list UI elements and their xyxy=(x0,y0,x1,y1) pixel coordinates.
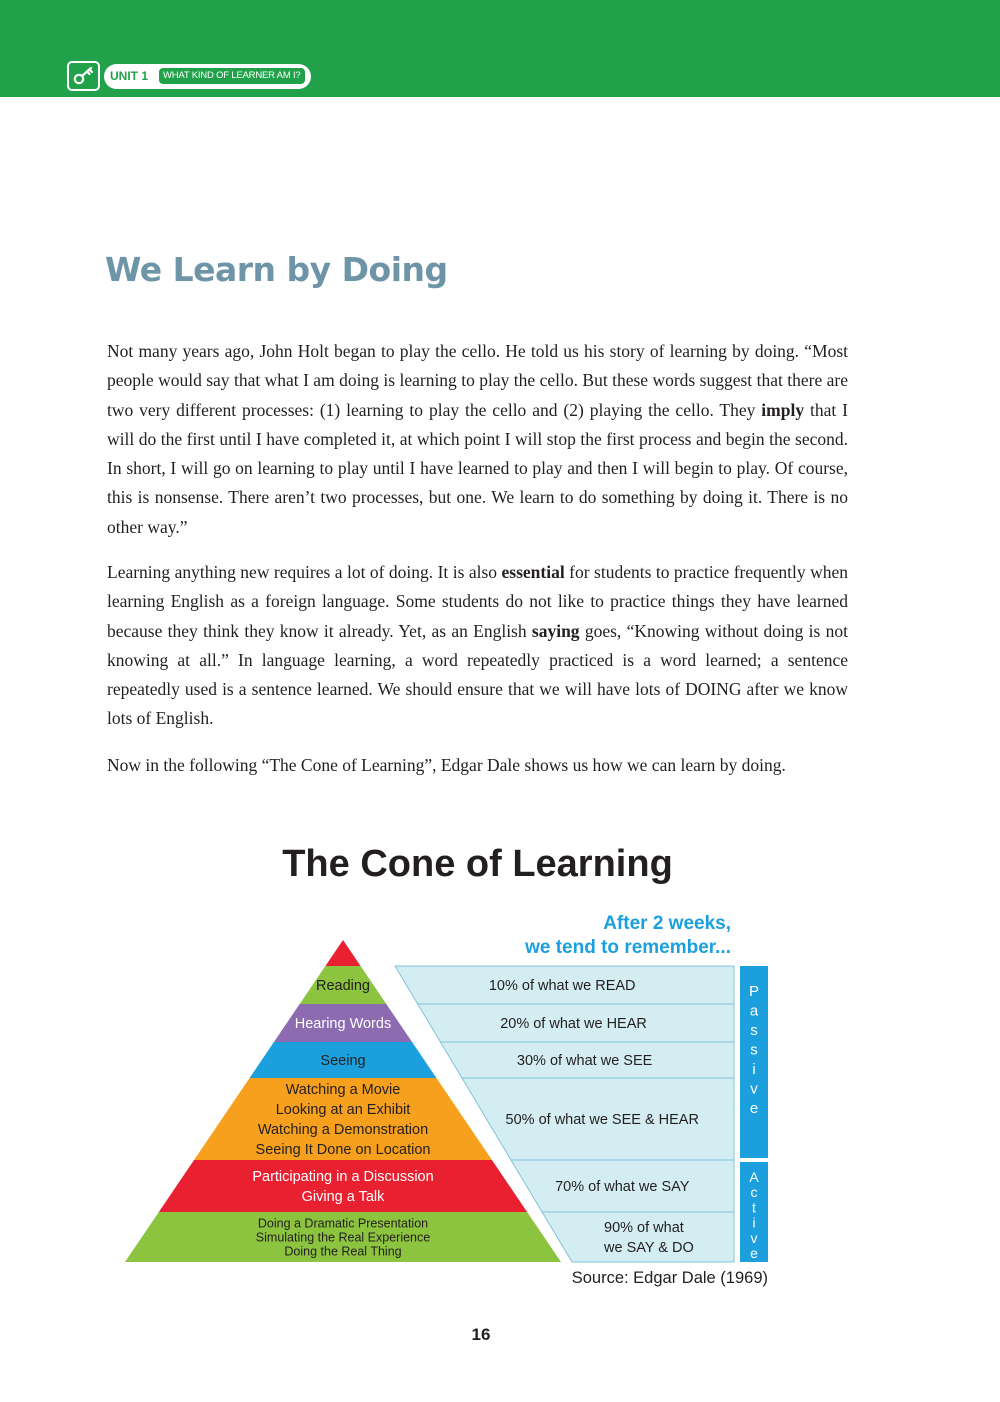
bold-term: essential xyxy=(501,562,565,582)
cone-layer-label: Simulating the Real Experience xyxy=(255,1230,431,1245)
remember-label: 30% of what we SEE xyxy=(516,1053,653,1069)
active-letter: c xyxy=(750,1184,758,1201)
remember-label: 50% of what we SEE & HEAR xyxy=(505,1112,699,1128)
active-letter: t xyxy=(752,1199,756,1216)
after-two-weeks-heading: After 2 weeks, xyxy=(603,913,731,934)
paragraph-3 xyxy=(107,751,848,780)
cone-layer-label: Looking at an Exhibit xyxy=(275,1102,411,1119)
cone-layer-label: Reading xyxy=(315,978,371,995)
text-run: that I will do the first until I have completed it, at which point I will stop the first process and begin the second. In short, I will go on learning to play until I have learned to play and then I will begin to play. Of course, this is nonsense. There aren’t two processes, but one. We learn to do something by doing it. There is no other way.” xyxy=(107,399,848,537)
text-run: Learning anything new requires a lot of doing. It is also xyxy=(107,562,502,582)
passive-letter: s xyxy=(750,1022,758,1039)
remember-label: 10% of what we READ xyxy=(488,978,636,994)
passive-letter: v xyxy=(750,1080,758,1098)
text-run: goes, “Knowing without doing is not knowing at all.” In language learning, a word repeatedly practiced is a word learned; a sentence repeatedly used is a sentence learned. We should ensure that we will have lots of DOING after we know lots of English. xyxy=(107,620,849,729)
cone-layer-apex xyxy=(325,940,360,966)
paragraph-1 xyxy=(107,337,848,542)
cone-of-learning-diagram xyxy=(0,900,1000,1300)
unit-title: WHAT KIND OF LEARNER AM I? xyxy=(159,68,305,84)
cone-layer-label: Seeing It Done on Location xyxy=(255,1142,431,1159)
remember-label: 90% of what xyxy=(604,1220,684,1236)
unit-label: UNIT 1 xyxy=(110,69,149,83)
page-title: We Learn by Doing xyxy=(105,250,448,289)
passive-letter: i xyxy=(752,1061,756,1078)
remember-label: we SAY & DO xyxy=(604,1240,694,1256)
cone-layer-label: Watching a Movie xyxy=(285,1082,401,1099)
bold-term: saying xyxy=(531,620,580,641)
active-letter: v xyxy=(750,1229,758,1246)
active-letter: e xyxy=(750,1245,758,1261)
active-letter: i xyxy=(752,1214,756,1231)
remember-label: 20% of what we HEAR xyxy=(500,1016,647,1032)
text-run: Now in the following “The Cone of Learning”, Edgar Dale shows us how we can learn by doing. xyxy=(107,755,786,775)
active-letter: A xyxy=(749,1169,759,1185)
page-number: 16 xyxy=(471,1325,491,1344)
key-icon xyxy=(67,61,100,91)
cone-layer-label: Hearing Words xyxy=(294,1016,392,1033)
after-two-weeks-heading: we tend to remember... xyxy=(525,937,731,958)
unit-pill xyxy=(104,64,311,89)
text-run: Not many years ago, John Holt began to play the cello. He told us his story of learning by doing. “Most people would say that what I am doing is learning to play the cello. But these words suggest that there are two very different processes: (1) learning to play the cello and (2) playing the cello. They xyxy=(107,341,848,420)
passive-letter: e xyxy=(749,1100,759,1117)
passive-letter: s xyxy=(750,1041,758,1059)
cone-layer-label: Doing a Dramatic Presentation xyxy=(257,1216,429,1231)
cone-layer-label: Watching a Demonstration xyxy=(257,1122,429,1139)
bold-term: imply xyxy=(761,399,805,420)
cone-layer-label: Seeing xyxy=(320,1053,366,1070)
source-caption: Source: Edgar Dale (1969) xyxy=(571,1269,768,1287)
cone-title: The Cone of Learning xyxy=(282,843,673,885)
passive-letter: a xyxy=(749,1002,759,1020)
cone-layer-label: Doing the Real Thing xyxy=(284,1244,402,1259)
passive-letter: P xyxy=(748,983,760,1000)
cone-layer-label: Giving a Talk xyxy=(301,1189,385,1206)
remember-label: 70% of what we SAY xyxy=(555,1179,690,1195)
text-run: for students to practice frequently when learning English as a foreign language. Some students do not like to practice things they have learned because they think they know it already. Yet, as an English xyxy=(107,562,849,641)
cone-layer-label: Participating in a Discussion xyxy=(252,1169,434,1186)
paragraph-2 xyxy=(107,558,848,734)
